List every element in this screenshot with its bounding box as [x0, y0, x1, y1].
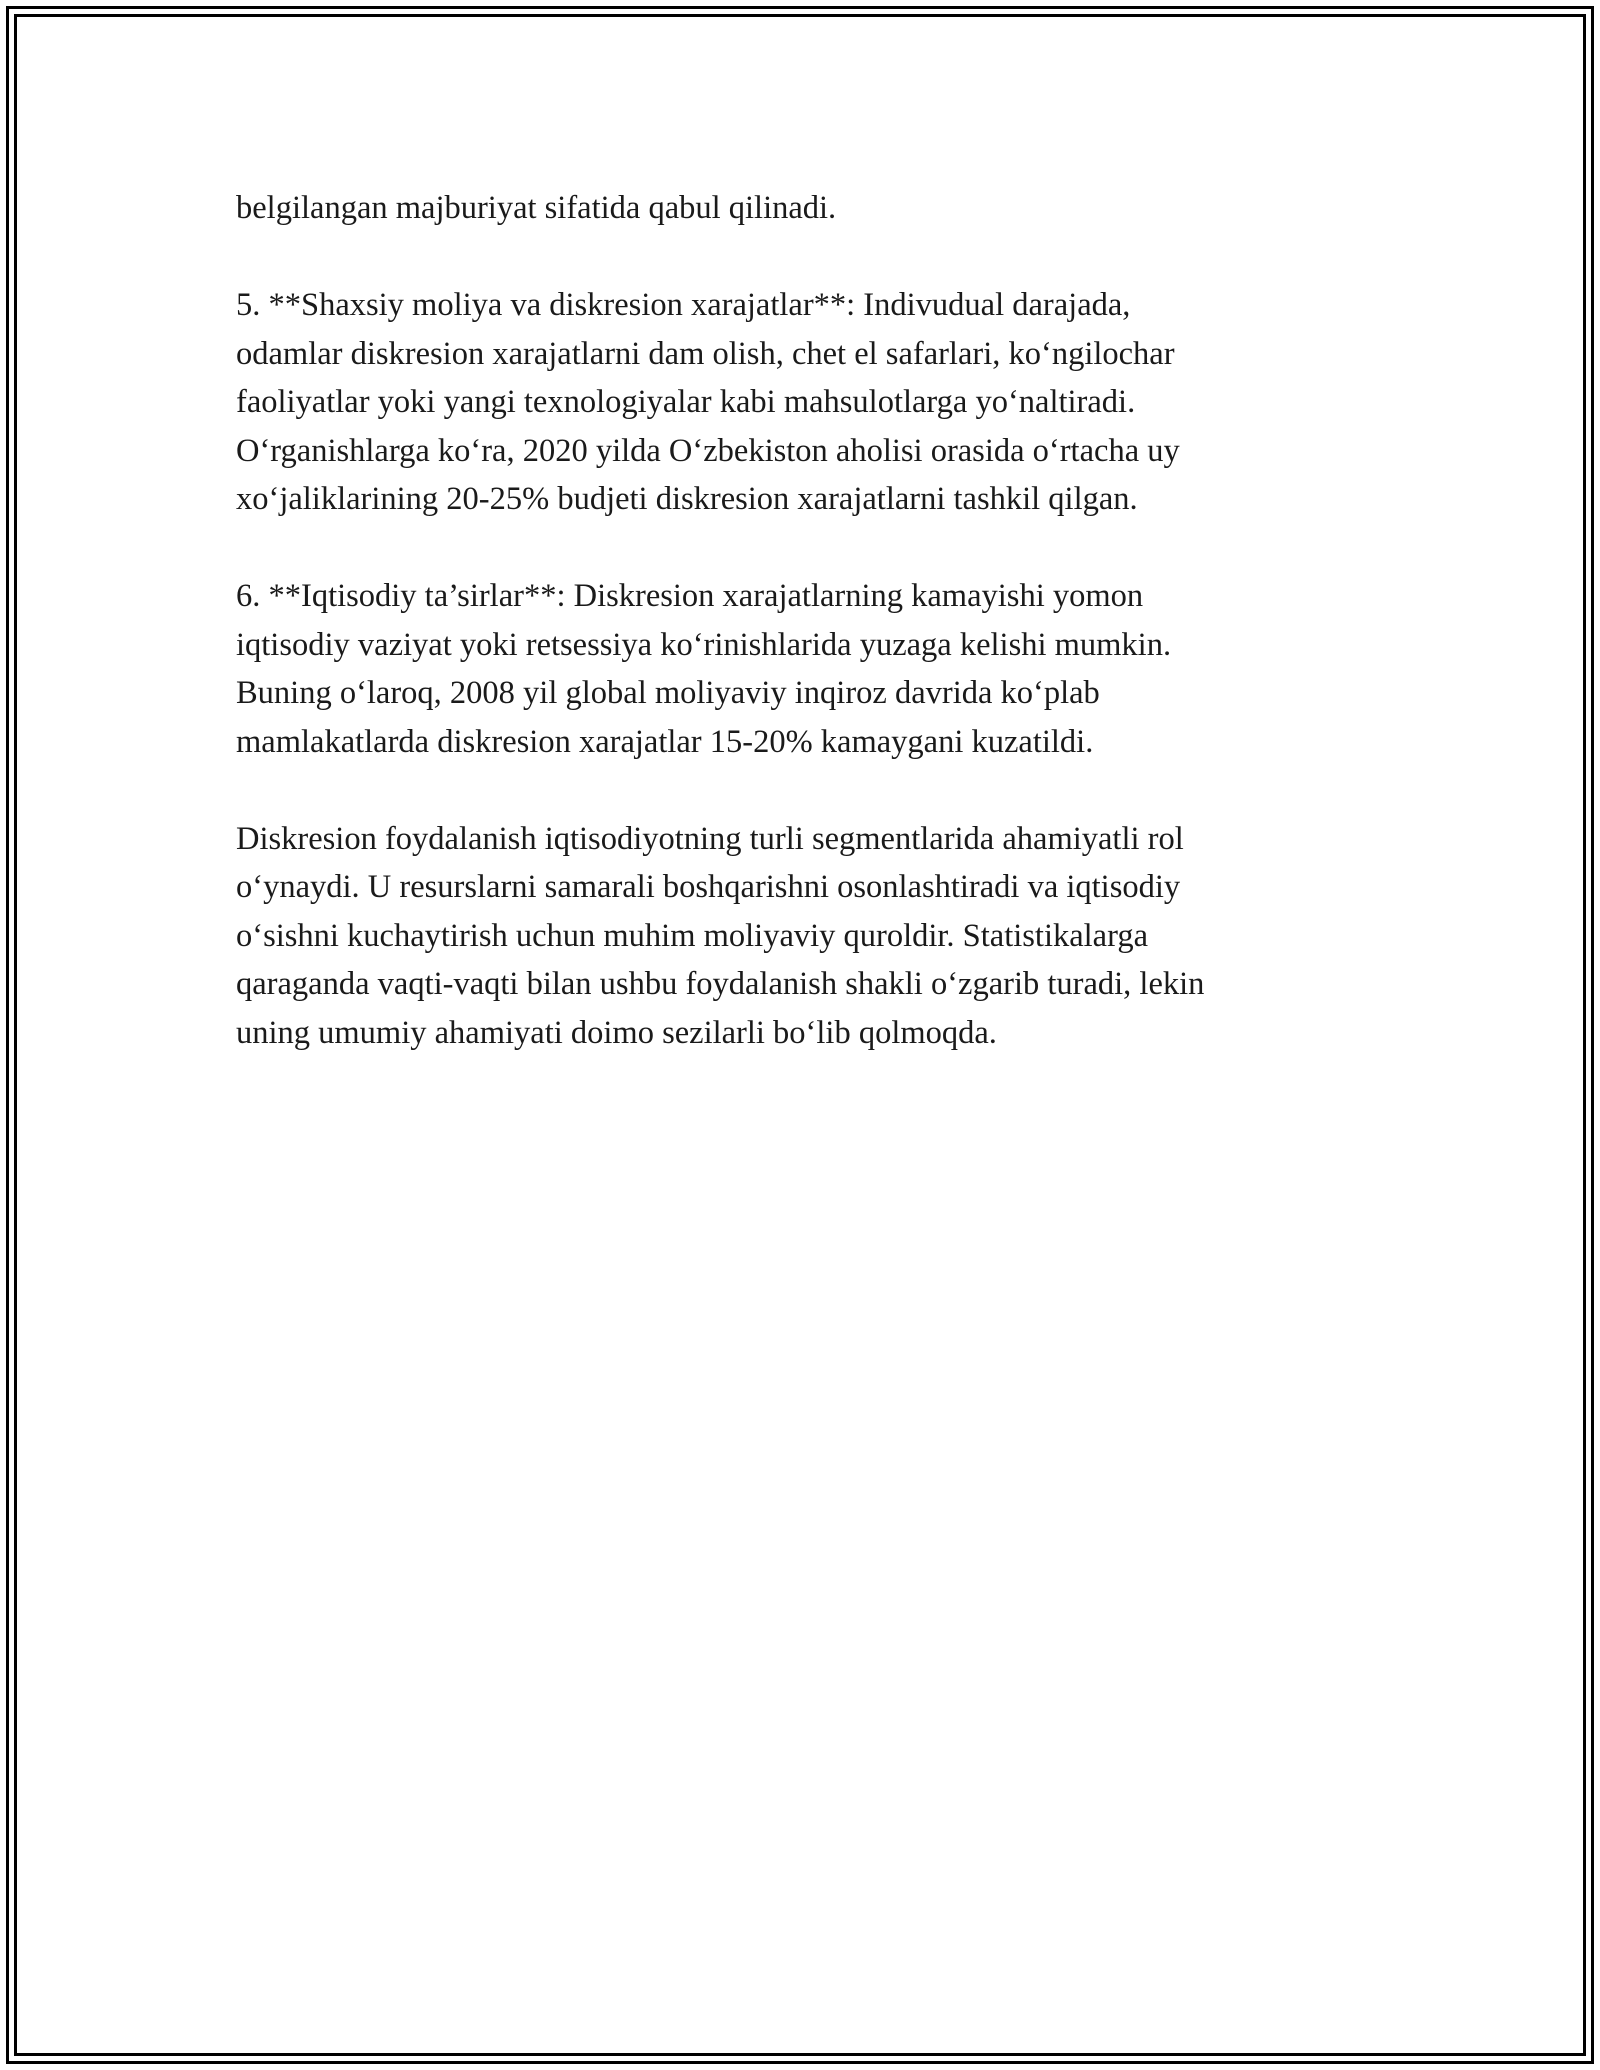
text-line: odamlar diskresion xarajatlarni dam olish, chet el safarlari, ko‘ngilochar: [236, 335, 1175, 372]
text-line: qaraganda vaqti-vaqti bilan ushbu foydalanish shakli o‘zgarib turadi, lekin: [236, 966, 1205, 1002]
text-line: faoliyatlar yoki yangi texnologiyalar kabi mahsulotlarga yo‘naltiradi.: [236, 384, 1136, 420]
text-line: uning umumiy ahamiyati doimo sezilarli bo‘lib qolmoqda.: [236, 1014, 997, 1051]
text-line: 6. **Iqtisodiy ta’sirlar**: Diskresion xarajatlarning kamayishi yomon: [236, 578, 1144, 614]
text-line: mamlakatlarda diskresion xarajatlar 15-20% kamaygani kuzatildi.: [236, 723, 1094, 760]
text-line: 5. **Shaxsiy moliya va diskresion xarajatlar**: Indivudual darajada,: [236, 287, 1131, 323]
text-line: xo‘jaliklarining 20-25% budjeti diskresion xarajatlarni tashkil qilgan.: [236, 481, 1138, 517]
document-body: [236, 184, 1356, 1106]
text-line: Buning o‘laroq, 2008 yil global moliyaviy inqiroz davrida ko‘plab: [236, 675, 1100, 711]
paragraph-continuation: [236, 184, 1356, 233]
paragraph-conclusion: [236, 815, 1356, 1058]
text-line: o‘ynaydi. U resurslarni samarali boshqarishni osonlashtiradi va iqtisodiy: [236, 869, 1181, 905]
paragraph-personal-finance: [236, 281, 1356, 524]
text-line: belgilangan majburiyat sifatida qabul qilinadi.: [236, 190, 837, 226]
paragraph-economic-effects: [236, 572, 1356, 766]
text-line: o‘sishni kuchaytirish uchun muhim moliyaviy quroldir. Statistikalarga: [236, 917, 1149, 954]
text-line: iqtisodiy vaziyat yoki retsessiya ko‘rinishlarida yuzaga kelishi mumkin.: [236, 626, 1172, 663]
text-line: Diskresion foydalanish iqtisodiyotning turli segmentlarida ahamiyatli rol: [236, 820, 1184, 857]
text-line: O‘rganishlarga ko‘ra, 2020 yilda O‘zbekiston aholisi orasida o‘rtacha uy: [236, 432, 1180, 469]
